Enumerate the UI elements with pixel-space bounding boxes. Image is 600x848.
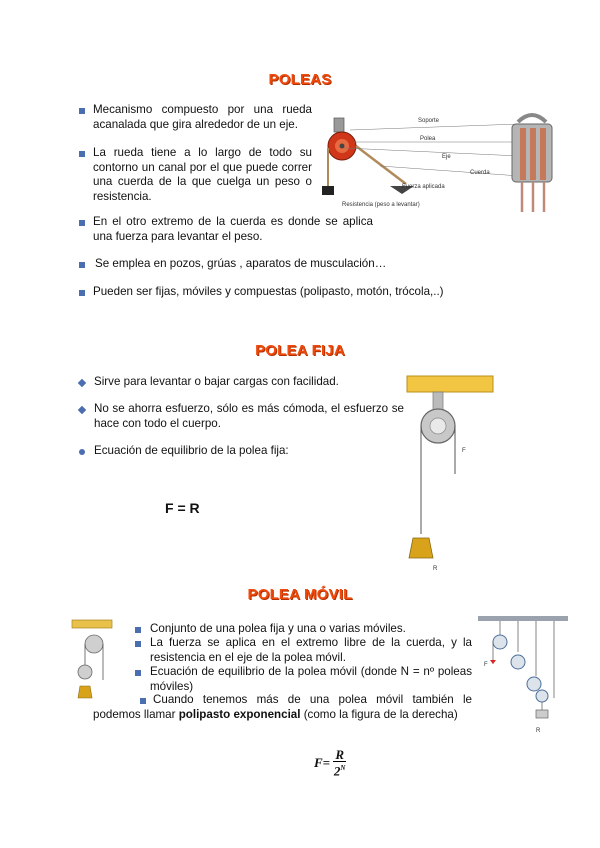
poleas-bullet-3: En el otro extremo de la cuerda es donde se aplica una fuerza para levantar el peso. [93, 215, 373, 243]
bullet-dot [79, 449, 85, 455]
fixed-pulley-diagram [405, 374, 500, 579]
bullet-square [135, 670, 141, 676]
label-resistencia: Resistencia (peso a levantar) [342, 202, 420, 208]
bullet-square [135, 627, 141, 633]
poleas-bullet-2: La rueda tiene a lo largo de todo su contorno un canal por el que puede correr una cuerda de la que cuelga un peso o resistencia. [93, 146, 312, 203]
polea-fija-bullet-2: No se ahorra esfuerzo, sólo es más cómoda, el esfuerzo se hace con todo el cuerpo. [94, 402, 404, 430]
bullet-square [135, 641, 141, 647]
equation-lhs: F= [314, 754, 331, 770]
label-r: R [433, 566, 438, 572]
movable-pulley-diagram [70, 618, 114, 702]
equation-denominator [333, 762, 346, 777]
bullet-square [79, 220, 85, 226]
label-r-movil: R [536, 728, 541, 734]
label-f: F [462, 448, 466, 454]
equation-base: 2 [333, 763, 341, 779]
poleas-bullet-1: Mecanismo compuesto por una rueda acanalada que gira alrededor de un eje. [93, 103, 312, 131]
bullet-4-text-bold: polipasto exponencial [178, 707, 301, 721]
polea-fija-equation: F = R [165, 500, 200, 516]
polea-movil-bullet-2: La fuerza se aplica en el extremo libre de la cuerda, y la resistencia en el eje de la polea móvil. [150, 636, 472, 664]
polea-movil-equation [314, 748, 346, 777]
section-title-polea-fija: POLEA FIJA [255, 342, 345, 359]
label-fuerza: Fuerza aplicada [402, 184, 445, 190]
polea-fija-bullet-1: Sirve para levantar o bajar cargas con facilidad. [94, 375, 339, 388]
label-eje: Eje [442, 154, 451, 160]
label-cuerda: Cuerda [470, 170, 490, 176]
label-soporte: Soporte [418, 118, 440, 124]
polea-fija-bullet-3: Ecuación de equilibrio de la polea fija: [94, 444, 289, 457]
section-title-polea-movil: POLEA MÓVIL [247, 586, 353, 603]
poleas-bullet-5: Pueden ser fijas, móviles y compuestas (polipasto, motón, trócola,..) [93, 285, 444, 298]
section-title-poleas: POLEAS [268, 71, 332, 88]
bullet-4-text-post: (como la figura de la derecha) [300, 707, 458, 721]
bullet-square [79, 262, 85, 268]
label-polea: Polea [420, 136, 436, 142]
bullet-square [79, 290, 85, 296]
poleas-bullet-4: Se emplea en pozos, grúas , aparatos de musculación… [95, 257, 387, 270]
bullet-square [79, 108, 85, 114]
bullet-diamond [78, 379, 86, 387]
polea-movil-bullet-3: Ecuación de equilibrio de la polea móvil (donde N = nº poleas móviles) [150, 665, 472, 693]
equation-numerator: R [335, 747, 345, 762]
bullet-diamond [78, 406, 86, 414]
polea-movil-bullet-4 [93, 693, 472, 722]
exponential-pulley-diagram [478, 616, 568, 740]
bullet-4-text-pre: Cuando tenemos más de una polea móvil también le podemos llamar [93, 693, 472, 721]
pulley-parts-diagram [320, 108, 560, 220]
equation-exponent: N [340, 764, 346, 772]
bullet-square [79, 151, 85, 157]
polea-movil-bullet-1: Conjunto de una polea fija y una o varias móviles. [150, 622, 406, 635]
label-f-movil: F [484, 662, 488, 668]
